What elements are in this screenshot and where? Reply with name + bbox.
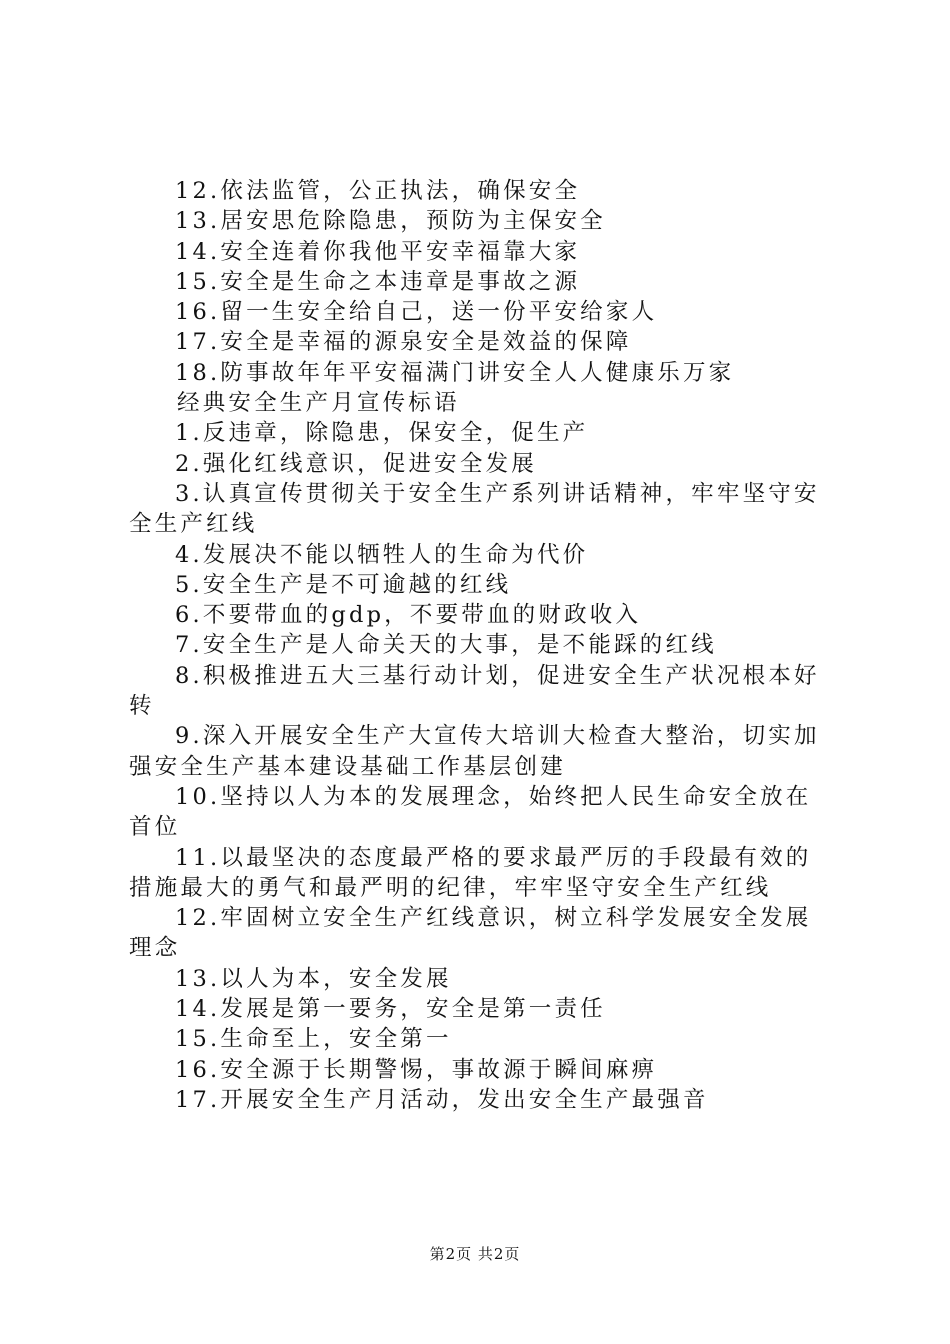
paragraph: 6.不要带血的gdp，不要带血的财政收入 — [175, 602, 642, 629]
paragraph: 5.安全生产是不可逾越的红线 — [175, 571, 512, 598]
paragraph: 14.安全连着你我他平安幸福靠大家 — [175, 238, 581, 265]
paragraph: 16.留一生安全给自己，送一份平安给家人 — [175, 299, 658, 326]
paragraph: 13.居安思危除隐患，预防为主保安全 — [175, 208, 606, 235]
paragraph: 4.发展决不能以牺牲人的生命为代价 — [175, 541, 589, 568]
paragraph: 17.安全是幸福的源泉安全是效益的保障 — [175, 329, 632, 356]
paragraph: 7.安全生产是人命关天的大事，是不能踩的红线 — [175, 632, 717, 659]
paragraph: 16.安全源于长期警惕，事故源于瞬间麻痹 — [175, 1056, 658, 1083]
document-body — [129, 176, 832, 1115]
paragraph: 11.以最坚决的态度最严格的要求最严厉的手段最有效的措施最大的勇气和最严明的纪律，牢牢坚守安全生产红线 — [129, 844, 812, 901]
paragraph: 12.依法监管，公正执法，确保安全 — [175, 178, 581, 204]
paragraph: 15.生命至上，安全第一 — [175, 1026, 452, 1053]
paragraph: 18.防事故年年平安福满门讲安全人人健康乐万家 — [175, 359, 735, 386]
paragraph: 12.牢固树立安全生产红线意识，树立科学发展安全发展理念 — [129, 905, 812, 962]
paragraph: 15.安全是生命之本违章是事故之源 — [175, 268, 581, 295]
paragraph: 14.发展是第一要务，安全是第一责任 — [175, 996, 606, 1023]
paragraph: 17.开展安全生产月活动，发出安全生产最强音 — [175, 1086, 709, 1113]
paragraph: 13.以人为本，安全发展 — [175, 965, 452, 992]
paragraph: 3.认真宣传贯彻关于安全生产系列讲话精神，牢牢坚守安全生产红线 — [129, 480, 820, 538]
paragraph: 10.坚持以人为本的发展理念，始终把人民生命安全放在首位 — [129, 783, 812, 841]
section-heading: 经典安全生产月宣传标语 — [177, 390, 460, 417]
paragraph: 1.反违章，除隐患，保安全，促生产 — [175, 420, 589, 447]
paragraph: 9.深入开展安全生产大宣传大培训大检查大整治，切实加强安全生产基本建设基础工作基层创建 — [129, 723, 820, 780]
paragraph: 2.强化红线意识，促进安全发展 — [175, 450, 537, 477]
paragraph: 8.积极推进五大三基行动计划，促进安全生产状况根本好转 — [129, 662, 820, 720]
page-number-footer: 第2页 共2页 — [429, 1245, 521, 1263]
